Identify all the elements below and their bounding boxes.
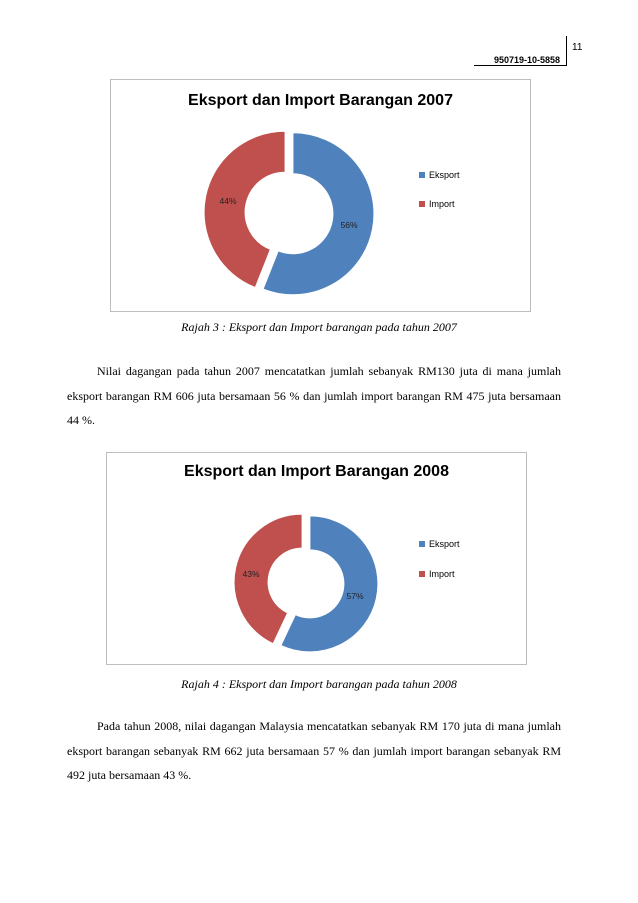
legend-swatch xyxy=(419,172,425,178)
body-paragraph: Nilai dagangan pada tahun 2007 mencatatkan jumlah sebanyak RM130 juta di mana jumlah eksport barangan RM 606 juta bersamaan 56 % dan jumlah import barangan RM 475 juta bersamaan 44 %. xyxy=(67,364,561,427)
legend-swatch xyxy=(419,201,425,207)
slice-data-label: 44% xyxy=(219,196,237,206)
legend-item-eksport xyxy=(419,170,460,180)
donut-chart xyxy=(111,80,530,311)
legend-item-import xyxy=(419,199,455,209)
chart-title: Eksport dan Import Barangan 2008 xyxy=(184,463,449,480)
figure-caption: Rajah 4 : Eksport dan Import barangan pada tahun 2008 xyxy=(181,677,457,691)
legend-label: Import xyxy=(429,199,455,209)
slice-data-label: 43% xyxy=(242,569,260,579)
legend-label: Import xyxy=(429,569,455,579)
legend-label: Eksport xyxy=(429,170,460,180)
page-number: 11 xyxy=(572,42,583,53)
figure-caption: Rajah 3 : Eksport dan Import barangan pada tahun 2007 xyxy=(181,320,457,334)
legend-item-import xyxy=(419,569,455,579)
legend-swatch xyxy=(419,541,425,547)
legend-label: Eksport xyxy=(429,539,460,549)
donut-chart xyxy=(107,453,526,664)
chart-2007 xyxy=(110,79,531,312)
header-divider-horizontal xyxy=(474,65,567,66)
chart-title: Eksport dan Import Barangan 2007 xyxy=(188,92,453,109)
legend-item-eksport xyxy=(419,539,460,549)
document-id: 950719-10-5858 xyxy=(493,55,560,65)
legend-swatch xyxy=(419,571,425,577)
body-paragraph: Pada tahun 2008, nilai dagangan Malaysia mencatatkan sebanyak RM 170 juta di mana jumlah eksport barangan sebanyak RM 662 juta bersamaan 57 % dan jumlah import barangan sebanyak RM 492 juta bersamaan 43 %. xyxy=(67,719,561,782)
chart-2008 xyxy=(106,452,527,665)
slice-data-label: 57% xyxy=(346,591,364,601)
slice-data-label: 56% xyxy=(340,220,358,230)
header-divider-vertical xyxy=(566,36,567,66)
